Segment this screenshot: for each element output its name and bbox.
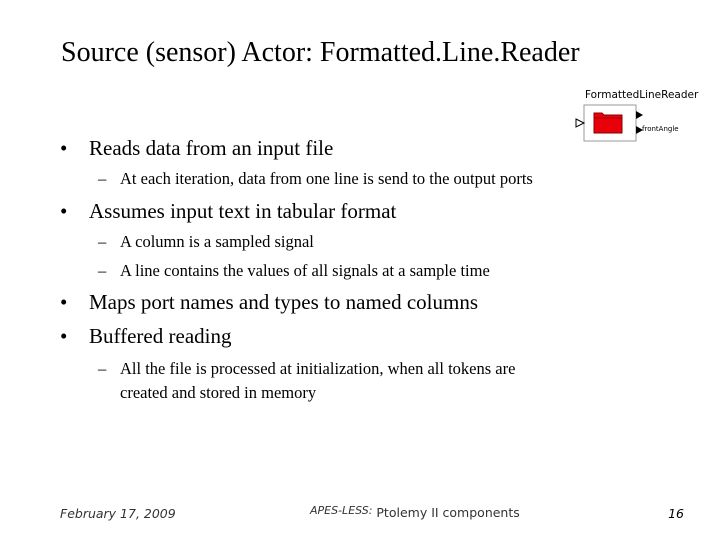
footer-org: APES-LESS: <box>310 504 373 517</box>
footer-course-title: Ptolemy II components <box>372 505 520 520</box>
footer-course <box>310 505 520 520</box>
bullet-mark: • <box>60 290 68 314</box>
port-label: frontAngle <box>642 125 679 133</box>
input-port-icon <box>576 119 584 127</box>
output-port-icon <box>636 111 643 119</box>
page-number: 16 <box>668 506 684 521</box>
folder-icon <box>594 113 622 133</box>
footer-date: February 17, 2009 <box>60 506 176 521</box>
actor-icon <box>575 86 715 152</box>
bullet-mark: • <box>60 199 68 223</box>
bullet-mark: • <box>60 136 68 160</box>
slide-title: Source (sensor) Actor: Formatted.Line.Reader <box>61 37 580 68</box>
actor-graphic <box>575 86 715 152</box>
bullet-mark: • <box>60 324 68 348</box>
actor-name: FormattedLineReader <box>585 89 699 101</box>
